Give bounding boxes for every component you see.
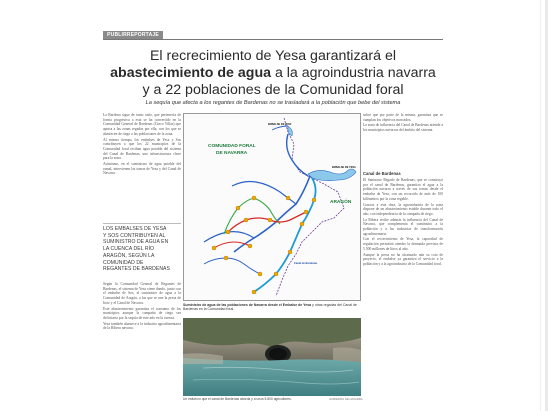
town-marker: [226, 230, 230, 234]
headline-line-3: y a 22 poblaciones de la Comunidad foral: [142, 82, 404, 98]
reservoir-photo: [183, 318, 361, 396]
article-paragraph: Aunque la presa no ha alcanzado aún su cota de proyecto, el embalse ya garantiza el servicio a la población y a la agroindustria de la Comunidad foral.: [363, 252, 443, 266]
headline: [103, 48, 443, 99]
article-paragraph: Gracias a esta obra, la agroindustria de la zona dispone de un abastecimiento estable durante todo el año, con independencia de la campaña de riego.: [363, 202, 443, 216]
section-tag: PUBLIRREPORTAJE: [103, 31, 163, 39]
article-paragraph: Con el recrecimiento de Yesa, la capacidad de regulación permitirá atender la demanda prevista de 5.500 millones de litros al año.: [363, 237, 443, 251]
photo-credit: GOBIERNO DE NAVARRA: [329, 397, 363, 401]
headline-line-2-rest: a la agroindustria navarra: [271, 65, 436, 81]
town-marker: [258, 272, 262, 276]
map-caption-rest: y otras regadas del Canal de Bardenas en la Comunidad foral.: [183, 303, 357, 312]
town-marker: [248, 244, 252, 248]
town-marker: [268, 218, 272, 222]
town-marker: [286, 196, 290, 200]
map-region-label: COMUNIDAD FORAL: [208, 144, 256, 149]
pull-quote: [103, 223, 181, 273]
map-background: [184, 114, 361, 301]
headline-line-2: [103, 65, 443, 82]
town-marker: [300, 222, 304, 226]
map-region-label: DE NAVARRA: [216, 151, 248, 156]
page-edge-stripe: [540, 0, 541, 411]
article-paragraph: Al mismo tiempo, los embalses de Yesa y Sos contribuyen a que los 22 municipios de la Comunidad foral reciban agua potable del sistema del Canal de Bardenas, una infraestructura clave para la zona.: [103, 137, 181, 161]
town-marker: [212, 246, 216, 250]
photo-caption: Un esfuerzo que el canal de Bardenas aborda y a unos 5.800 agricultores.: [183, 397, 292, 401]
water-network-map: [183, 113, 361, 301]
article-paragraph: Según la Comunidad General de Regantes de Bardenas, el sistema de Yesa viene dando, junto con el embalse de Sos, el suministro de agua a la Comunidad de Aragón, a las que se une la presa de Itoiz y el Canal de Navarra.: [103, 282, 181, 305]
map-place-label: EMBALSE DE ITOIZ: [268, 123, 292, 126]
pull-quote-line: LOS EMBALSES DE YESA: [103, 226, 167, 232]
town-marker: [312, 198, 316, 202]
pull-quote-line: SUMINISTRO DE AGUA EN: [103, 239, 169, 246]
town-marker: [274, 272, 278, 276]
town-marker: [288, 250, 292, 254]
town-marker: [252, 196, 256, 200]
article-paragraph: El Santuario Regado de Bardenas, que se construyó por el canal de Bardenas, garantiza el agua a la población navarra a través de sus tomas desde el embalse de Yesa, con un recorrido de más de 100 kilómetros por la zona regable.: [363, 178, 443, 201]
town-marker: [244, 218, 248, 222]
town-marker: [224, 256, 228, 260]
pull-quote-line: LA CUENCA DEL RÍO: [103, 246, 155, 253]
article-paragraph: La Ribera recibe además la influencia del Canal de Navarra, que complementa el suministro a la población y a las industrias de transformación agroalimentaria.: [363, 217, 443, 236]
reservoir-photo-graphic: [183, 318, 361, 396]
article-paragraph: Asimismo, en el suministro de agua potable del ramal, intervienen las tomas de Yesa y del Canal de Navarra.: [103, 162, 181, 176]
town-marker: [304, 210, 308, 214]
town-marker: [252, 290, 256, 294]
article-paragraph: La Bardena sigue de tanto caño, que pertenecía de forma progresiva a esta se ha convertido en la Comunidad General de Bardenas (Cinco Villas) que aporta a las zonas regadas por ella, con los que se abastecen de riego a las poblaciones de la zona.: [103, 113, 181, 136]
town-marker: [236, 206, 240, 210]
map-graphic: [184, 114, 361, 301]
article-paragraph: sobre que por parte de la misma, garantiza que se cumplan los objetivos marcados.: [363, 113, 443, 122]
pull-quote-line: REGANTES DE BARDENAS: [103, 266, 170, 273]
pull-quote-line: COMUNIDAD DE: [103, 259, 144, 266]
headline-bold: abastecimiento de agua: [110, 65, 271, 81]
deck: La sequía que afecta a los regantes de Bardenas no se trasladará a la población que bebe del sistema: [145, 100, 401, 106]
map-canal-label: Canal de Bardenas: [294, 262, 318, 265]
article-column-3: [363, 113, 443, 134]
map-caption: [183, 303, 361, 312]
pull-quote-line: ARAGÓN, SEGÚN LA: [103, 252, 155, 259]
headline-line-1: El recrecimiento de Yesa garantizará el: [149, 48, 397, 64]
map-region-label: ARAGÓN: [330, 200, 352, 205]
pull-quote-line: Y SOS CONTRIBUYEN AL: [103, 232, 166, 239]
article-paragraph: Este abastecimiento garantiza el consumo de los municipios aunque la campaña de riego sea deficitaria por la sequía de este año en la cuenca.: [103, 306, 181, 320]
map-caption-bold: Suministro de agua de las poblaciones de Navarra desde el Embalse de Yesa: [183, 303, 312, 307]
article-column-1-continued: [103, 282, 181, 332]
section-rule: [103, 39, 443, 40]
subhead: Canal de Bardenas: [363, 171, 401, 176]
article-column-3-continued: [363, 178, 443, 268]
map-place-label: EMBALSE DE YESA: [332, 166, 356, 169]
article-paragraph: La zona de influencia del Canal de Bardenas atiende a los municipios navarros del ámbito del sistema.: [363, 123, 443, 133]
article-column-1: [103, 113, 181, 177]
article-paragraph: Yesa también abastece a la industria agroalimentaria de la Ribera navarra.: [103, 321, 181, 331]
